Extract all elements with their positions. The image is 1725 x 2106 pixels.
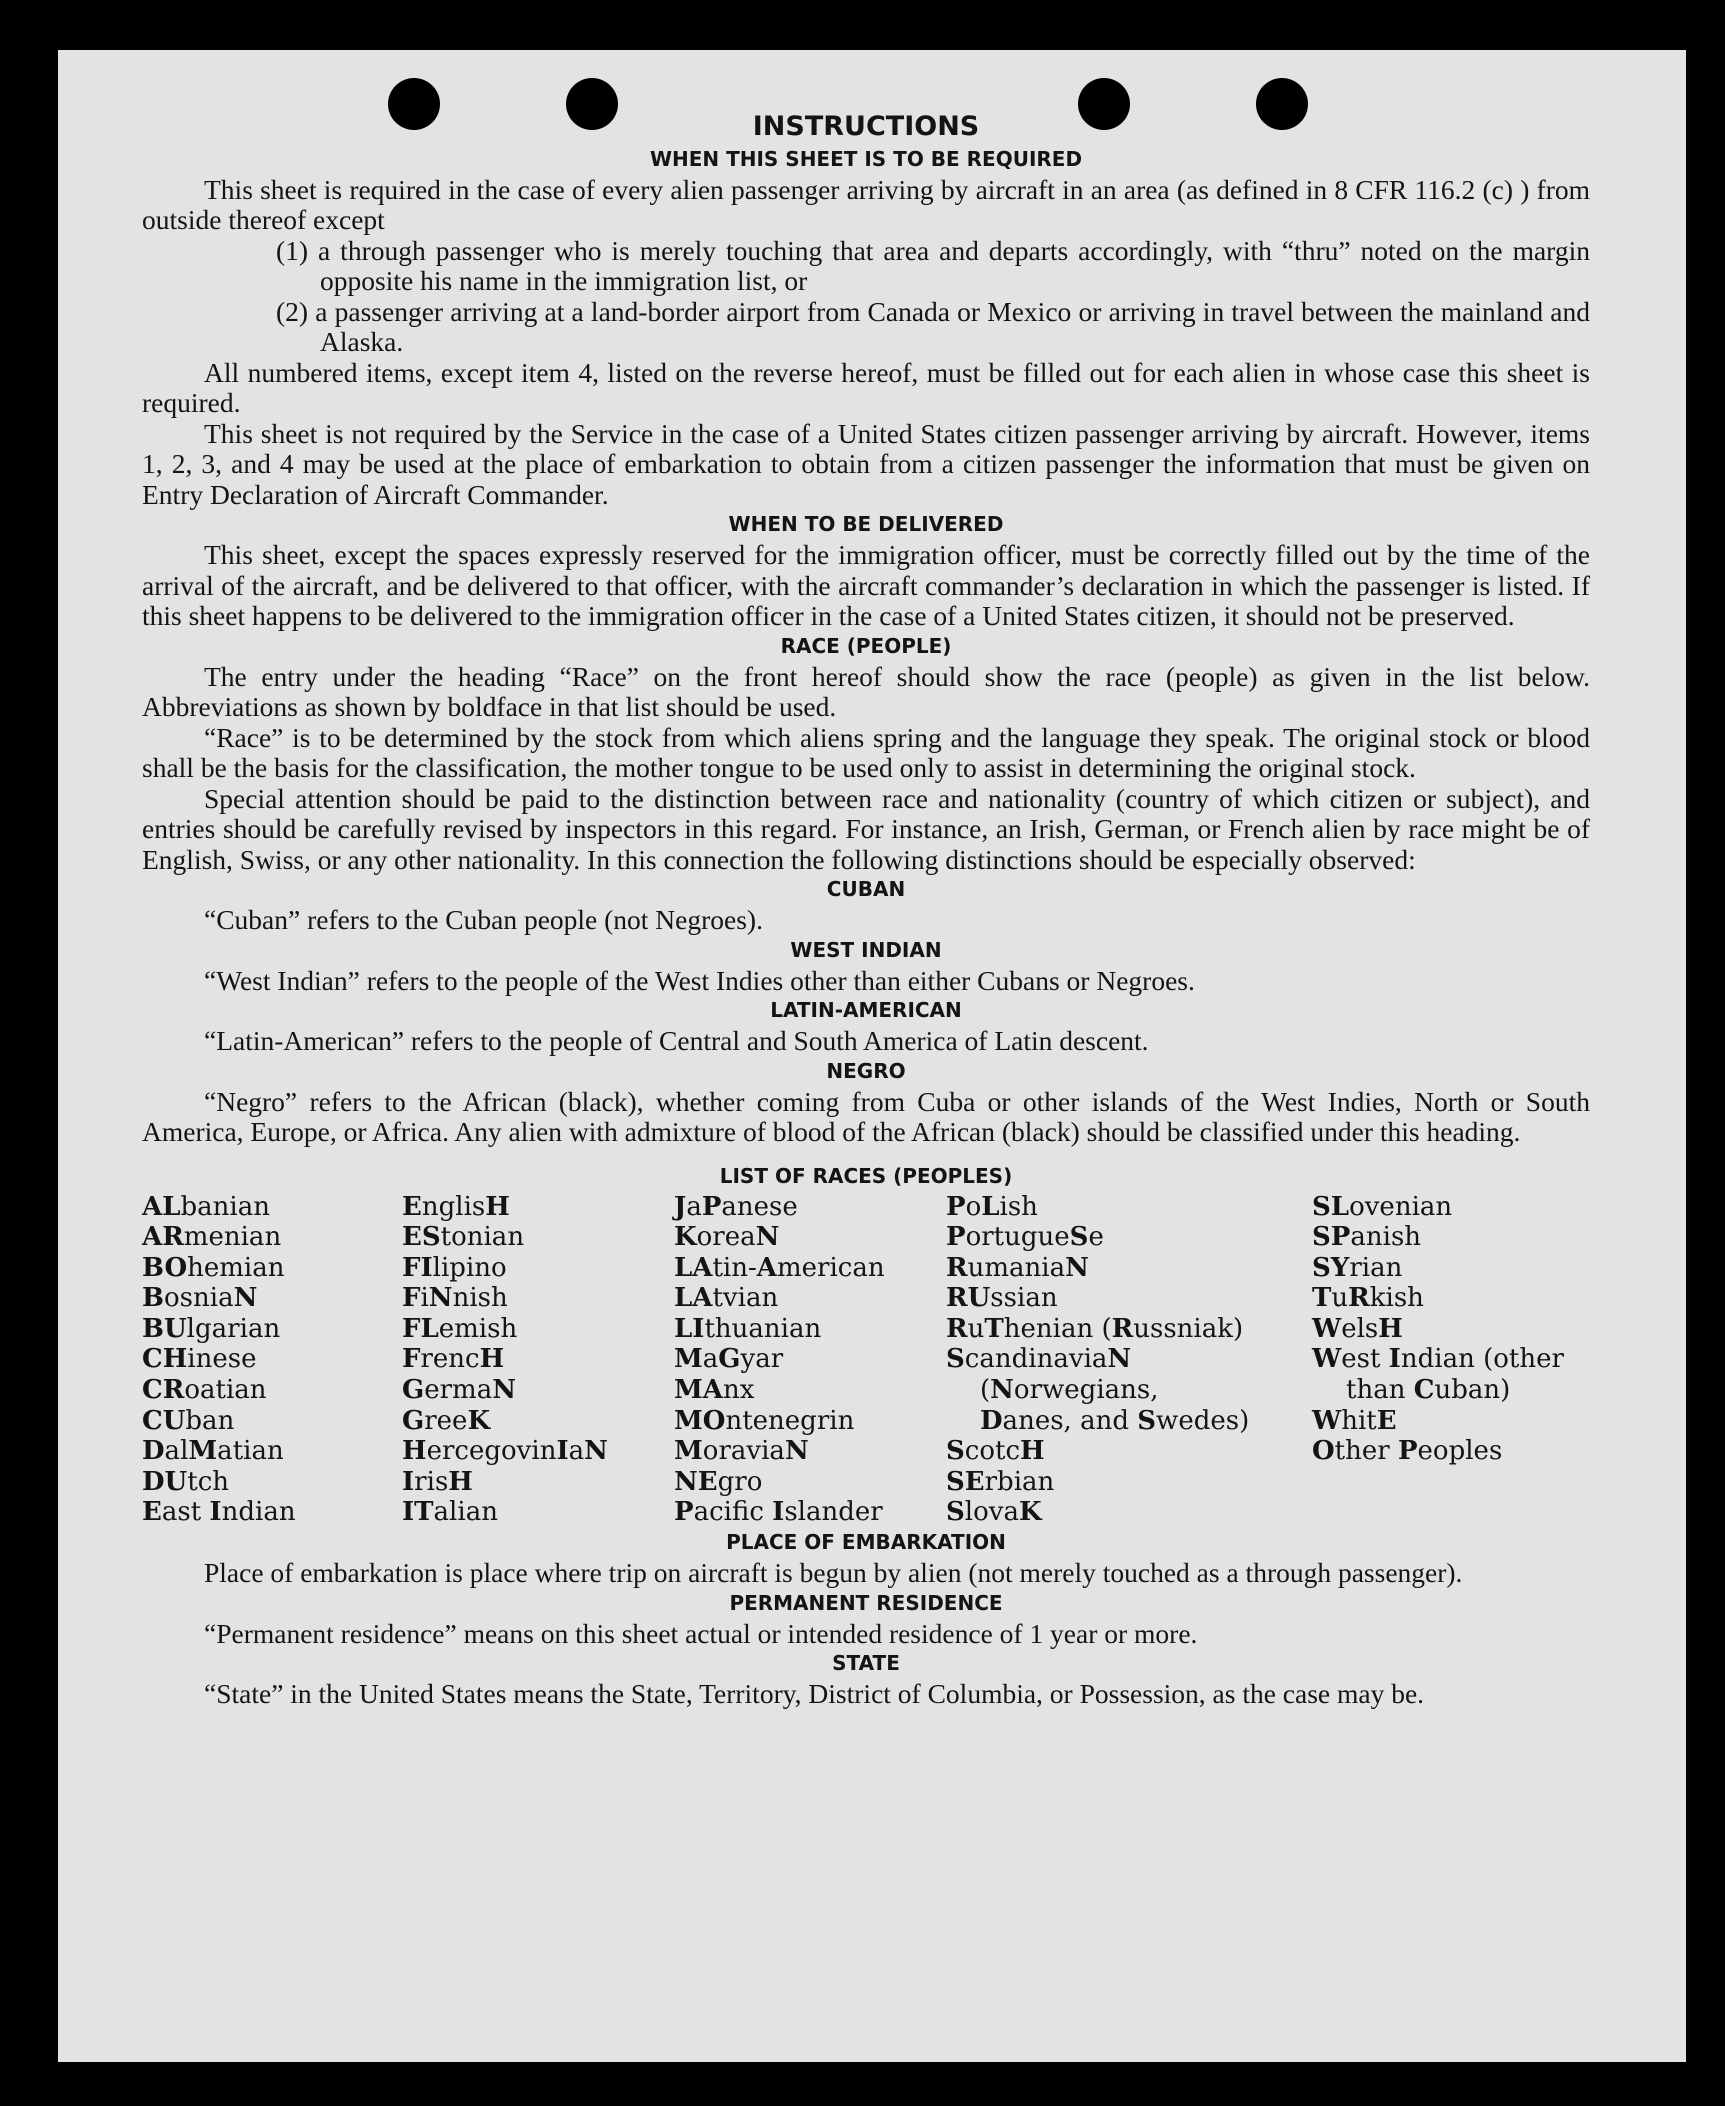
race-entry: NEgro [674, 1466, 763, 1497]
race-entry: SLovenian [1312, 1191, 1453, 1222]
race-entry: JaPanese [674, 1191, 798, 1222]
race-entry: West Indian (other than Cuban) [1312, 1344, 1564, 1406]
section-title: RACE (PEOPLE) [780, 633, 952, 658]
document-sheet [58, 50, 1686, 2062]
section-embarkation [142, 1530, 1590, 1589]
section-required [142, 147, 1590, 511]
race-entry: MaGyar [674, 1344, 784, 1375]
section-title: LATIN-AMERICAN [770, 998, 962, 1022]
race-entry: IrisH [402, 1466, 473, 1497]
exception-item: (1) a through passenger who is merely touching that area and departs accordingly, with “thru” noted on the margin opposite his name in the immigration list, or [276, 234, 1590, 296]
race-entry: MAnx [674, 1375, 755, 1406]
race-entry: BosniaN [142, 1283, 258, 1314]
race-entry: CUban [142, 1405, 235, 1436]
race-entry: EStonian [402, 1222, 525, 1253]
race-entry: FrencH [402, 1344, 505, 1375]
race-entry: CRoatian [142, 1375, 267, 1406]
paragraph: “State” in the United States means the State, Territory, District of Columbia, or Possession, as the case may be. [204, 1678, 1425, 1710]
race-entry: PoLish [946, 1191, 1038, 1222]
section-title: STATE [832, 1651, 900, 1676]
section-negro [142, 1059, 1590, 1148]
instructions-content [142, 108, 1590, 1710]
race-column [674, 1192, 946, 1529]
paragraph: All numbered items, except item 4, listed on the reverse hereof, must be filled out for each alien in whose case this sheet is required. [142, 356, 1590, 418]
race-column [142, 1192, 402, 1529]
race-entry: SErbian [946, 1466, 1055, 1497]
race-entry: LAtin-American [674, 1252, 885, 1283]
section-cuban [142, 877, 1590, 936]
paragraph: “Negro” refers to the African (black), whether coming from Cuba or other islands of the West Indies, North or South America, Europe, or Africa. Any alien with admixture of blood of the African (black) should be classified under this heading. [142, 1085, 1590, 1147]
race-entry: PortugueSe [946, 1222, 1104, 1253]
race-list [142, 1164, 1590, 1529]
race-entry: Pacifc Islander [674, 1497, 883, 1528]
race-entry: ALbanian [142, 1191, 270, 1222]
race-entry: ARmenian [142, 1222, 282, 1253]
race-entry: MoraviaN [674, 1436, 809, 1467]
section-title: WHEN THIS SHEET IS TO BE REQUIRED [649, 146, 1083, 171]
section-latin-american [142, 998, 1590, 1057]
race-entry: RumaniaN [946, 1252, 1089, 1283]
race-entry: FiNnish [402, 1283, 508, 1314]
section-title: WEST INDIAN [790, 937, 942, 962]
race-entry: DUtch [142, 1466, 229, 1497]
race-entry: SlovaK [946, 1497, 1042, 1528]
section-title: PERMANENT RESIDENCE [729, 1590, 1003, 1615]
paragraph: “Cuban” refers to the Cuban people (not Negroes). [204, 904, 763, 935]
paragraph: Place of embarkation is place where trip on aircraft is begun by alien (not merely touched as a through passenger). [204, 1557, 1463, 1589]
paragraph: This sheet is required in the case of every alien passenger arriving by aircraft in an area (as defined in 8 CFR 116.2 (c) ) from outside thereof except [142, 173, 1590, 235]
race-entry: TuRkish [1312, 1283, 1424, 1314]
race-entry: East Indian [142, 1497, 296, 1528]
paragraph: The entry under the heading “Race” on the front hereof should show the race (people) as given in the list below. Abbreviations as shown by boldface in that list should be used. [142, 660, 1590, 722]
race-entry: RUssian [946, 1283, 1058, 1314]
race-entry: FIlipino [402, 1252, 507, 1283]
race-entry: MOntenegrin [674, 1405, 855, 1436]
race-entry: EnglisH [402, 1191, 510, 1222]
section-state [142, 1651, 1590, 1710]
race-entry: ScandinaviaN (Norwegians, Danes, and Swedes) [946, 1344, 1250, 1436]
section-title: WHEN TO BE DELIVERED [728, 512, 1004, 536]
race-columns [142, 1192, 1590, 1529]
race-entry: SPanish [1312, 1222, 1422, 1253]
race-entry: ITalian [402, 1497, 498, 1528]
section-race [142, 634, 1590, 876]
race-entry: HercegovinIaN [402, 1436, 608, 1467]
race-entry: GreeK [402, 1405, 491, 1436]
section-permanent-residence [142, 1591, 1590, 1650]
race-column [402, 1192, 674, 1529]
section-delivered [142, 512, 1590, 632]
paragraph: This sheet, except the spaces expressly reserved for the immigration officer, must be correctly filled out by the time of the arrival of the aircraft, and be delivered to that officer, with the aircraft commander’s declaration in which the passenger is listed. If this sheet happens to be delivered to the immigration officer in the case of a United States citizen, it should not be preserved. [142, 539, 1590, 631]
race-entry: RuThenian (Russniak) [946, 1313, 1244, 1344]
paragraph: “Race” is to be determined by the stock from which aliens spring and the language they speak. The original stock or blood shall be the basis for the classification, the mother tongue to be used only to assist in determining the original stock. [142, 721, 1590, 783]
race-entry: SYrian [1312, 1252, 1403, 1283]
race-entry: GermaN [402, 1375, 516, 1406]
race-entry: BUlgarian [142, 1313, 281, 1344]
race-entry: CHinese [142, 1344, 257, 1375]
section-title: NEGRO [826, 1058, 906, 1083]
paragraph: “West Indian” refers to the people of the West Indies other than either Cubans or Negroes. [204, 964, 1195, 996]
paragraph: “Permanent residence” means on this sheet actual or intended residence of 1 year or more. [204, 1617, 1198, 1649]
paragraph: This sheet is not required by the Service in the case of a United States citizen passenger arriving by aircraft. However, items 1, 2, 3, and 4 may be used at the place of embarkation to obtain from a citizen passenger the information that must be given on Entry Declaration of Aircraft Commander. [142, 417, 1590, 510]
race-entry: WhitE [1312, 1405, 1397, 1436]
page-title: INSTRUCTIONS [752, 111, 980, 142]
section-title: CUBAN [826, 877, 906, 901]
race-column [946, 1192, 1312, 1529]
section-title: PLACE OF EMBARKATION [726, 1530, 1006, 1555]
section-west-indian [142, 938, 1590, 997]
race-entry: KoreaN [674, 1222, 780, 1253]
race-entry: DalMatian [142, 1436, 284, 1467]
paragraph: Special attention should be paid to the distinction between race and nationality (country of which citizen or subject), and entries should be carefully revised by inspectors in this regard. For instance, an Irish, German, or French alien by race might be of English, Swiss, or any other nationality. In this connection the following distinctions should be especially observed: [142, 782, 1590, 875]
race-list-title: LIST OF RACES (PEOPLES) [719, 1163, 1013, 1188]
race-column [1312, 1192, 1590, 1529]
race-entry: LIthuanian [674, 1313, 822, 1344]
paragraph: “Latin-American” refers to the people of Central and South America of Latin descent. [204, 1025, 1149, 1056]
race-entry: BOhemian [142, 1252, 285, 1283]
exception-item: (2) a passenger arriving at a land-border airport from Canada or Mexico or arriving in travel between the mainland and Alaska. [276, 295, 1590, 357]
race-entry: FLemish [402, 1313, 518, 1344]
race-entry: Other Peoples [1312, 1436, 1503, 1467]
race-entry: WelsH [1312, 1313, 1403, 1344]
race-entry: ScotcH [946, 1436, 1045, 1467]
race-entry: LAtvian [674, 1283, 779, 1314]
